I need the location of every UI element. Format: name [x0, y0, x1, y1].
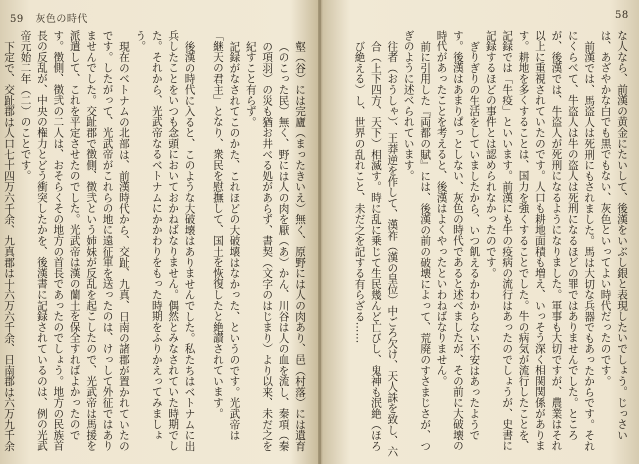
left-section-title: 灰色の時代: [35, 14, 88, 25]
right-page-body: [334, 30, 630, 458]
right-paragraph: ぎりぎりの生活をしていましたから、いつ飢えるかわからない不安はあったようです。後漢はあまりぱっとしない、灰色の時代であると述べましたが、その前に大破壊の時代があったことを考えると、後漢はよくやったといわねばなりません。: [435, 30, 481, 452]
left-paragraph: 現在のベトナムの北部は、前漢時代から、交趾、九真、日南の諸郡が置かれていたのです。したがって、光武帝がこれらの地に遠征軍を送ったのは、けっして外征ではありませんでした。交趾郡で徴側、徴弐という姉妹が反乱を起こしたので、光武帝は馬援を派遣して、これを平定させたのでした。光武帝は漢の蘭土を保全すればよかったのです。徴側、徴弐の二人は、おそらくその地方の首長であったのでしょう。地方の民族首長の反乱が、中央の権力とどう衝突したかを、後漢書に記録されているのは、例の光武帝元始二年（二）のことです。: [19, 30, 130, 452]
right-paragraph: 前漢では、馬盗人は死刑にもされました。馬は大切な兵器でもあったからです。それにくらべて、牛盗人は牛の盗人は死刑になるほどの罪ではありませんでした。ところが、後漢では、牛盗人が死刑になるようになりました。軍事も大切ですが、農業はそれ以上に重視されていたのです。人口も耕地面積も増え、いっそう深く相関関係があります。耕地を多くすることは、国力を強くすることでした。牛の病気が流行したことを、記録では「牛疫」といいます。前漢にも牛の疫病の流行はあったのでしょうが、史書に記録するほどの事件とは認められなかったのです。: [484, 30, 596, 452]
right-paragraph: 前に引用した『両都の賦』には、後漢の前の破壊によって、荒廃のすさまじさが、つぎのように述べられています。: [402, 30, 432, 451]
left-paragraph: 記録がなされてこのかた、これほどの大破壊はなかった、というのです。光武帝は「継天の君主」となり、衆民を慰撫して、国土を恢復したと絶讃されています。: [211, 30, 241, 441]
left-quote-continuation: 壑（谷）には完廬（まったきいえ）無く、原野には人の肉あり、邑（村落）には遺育（のこった民）無く、野には人の肉を厭（あ）かん、川谷は人の血を流し、秦項（秦の項羽）の災も猶お井べる処があらず、書契（文字のはじまり）より以来、未だ之を紀すこと有らず。: [244, 40, 306, 451]
right-quote: 往者（おうしゃ）、王莽逆を作して、漢祚（漢の皇位）中ごろ欠け、天人誅を致し、六合（上下四方、天下）相滅す。時に乱に乗じて生民幾んど亡びし、鬼神も泯絶（ほろび絶える）し、世界の乱れこと、未だ之を記する有らざる……: [353, 40, 399, 457]
right-paragraph: な人なら、前漢の黄金にたいして、後漢をいぶし銀と表現したいでしょう。じっさいは、あざやかな白でも黒でもない、灰色といってよい時代だったのです。: [599, 30, 628, 441]
left-paragraph: 後漢の時代に入ると、このような大破壊はありませんでした。私たちはベトナムに出兵したことをいつも念頭においておかねばなりません。偶然とみなされていた時期でした。それから、光武帝なるベトナムにかかわりをもった時期をふりかえってみましょう。: [134, 30, 196, 452]
left-running-header: [10, 10, 88, 25]
left-paragraph: 下定で、交趾郡は人口七十四万六千余、九真郡は十六万六千余、日南郡は六万九千余: [3, 40, 16, 451]
book-gutter: [318, 0, 321, 464]
left-page-body: [3, 30, 308, 458]
left-page-number: 59: [10, 14, 24, 25]
right-page-number: 58: [615, 10, 629, 21]
